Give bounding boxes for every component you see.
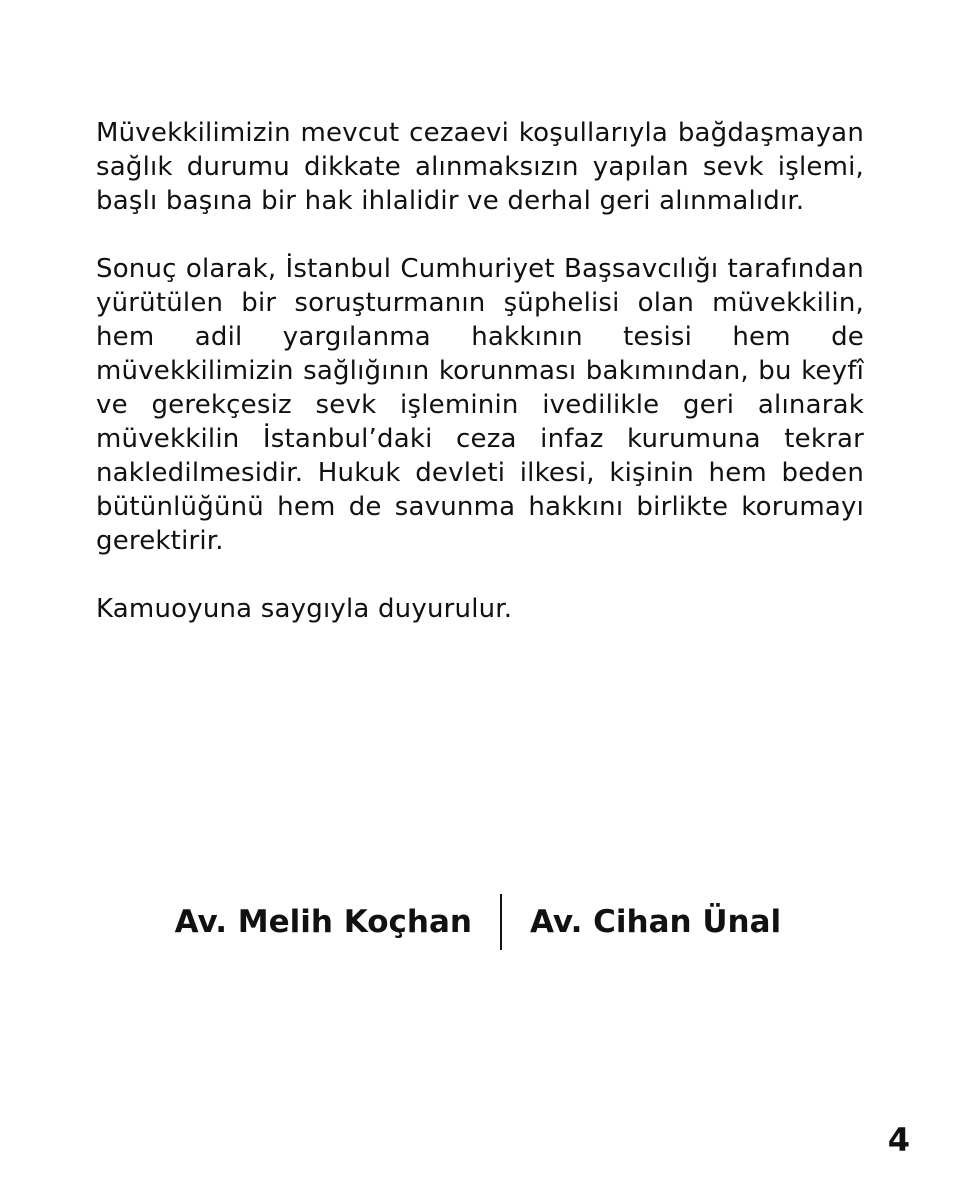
paragraph-announcement: Kamuoyuna saygıyla duyurulur. <box>96 594 513 624</box>
signature-right: Av. Cihan Ünal <box>530 904 782 940</box>
document-body <box>96 116 864 626</box>
signature-left: Av. Melih Koçhan <box>174 904 472 940</box>
signature-block <box>0 892 960 952</box>
paragraph-conclusion: Sonuç olarak, İstanbul Cumhuriyet Başsavcılığı tarafından yürütülen bir soruşturmanın şüphelisi olan müvekkilin, hem adil yargılanma hakkının tesisi hem de müvekkilimizin sağlığının korunması bakımından, bu keyfî ve gerekçesiz sevk işleminin ivedilikle geri alınarak müvekkilin İstanbul’daki ceza infaz kurumuna tekrar nakledilmesidir. Hukuk devleti ilkesi, kişinin hem beden bütünlüğünü hem de savunma hakkını birlikte korumayı gerektirir. <box>96 254 864 556</box>
page-number: 4 <box>887 1121 910 1159</box>
paragraph-transfer-violation: Müvekkilimizin mevcut cezaevi koşullarıyla bağdaşmayan sağlık durumu dikkate alınmaksızın yapılan sevk işlemi, başlı başına bir hak ihlalidir ve derhal geri alınmalıdır. <box>96 118 864 216</box>
signature-divider <box>500 894 502 950</box>
